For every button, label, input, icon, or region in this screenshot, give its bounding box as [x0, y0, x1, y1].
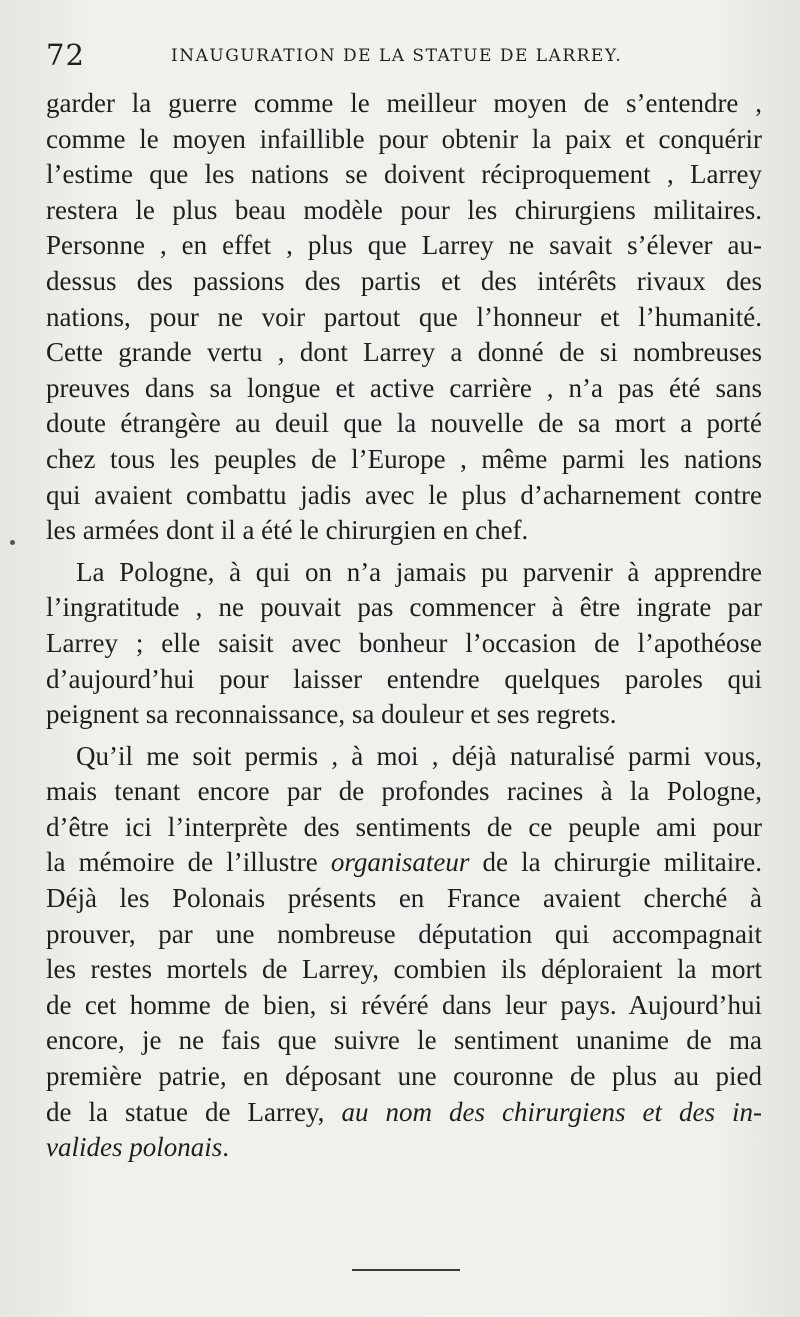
text-line: restera le plus beau modèle pour les chirurgiens militaires. — [46, 194, 762, 225]
text-line: l’estime que les nations se doivent réciproquement , Larrey — [46, 159, 762, 190]
text-line: prouver, par une nombreuse députation qui accompagnait — [46, 918, 762, 949]
text-line: les restes mortels de Larrey, combien ils déploraient la mort — [46, 954, 762, 985]
text-run: la mémoire de l’illustre — [46, 847, 331, 878]
body-text — [46, 86, 762, 1166]
text-line: Qu’il me soit permis , à moi , déjà naturalisé parmi vous, — [76, 740, 762, 771]
text-line: première patrie, en déposant une couronne de plus au pied — [46, 1061, 762, 1092]
section-rule — [352, 1269, 460, 1271]
text-line: Déjà les Polonais présents en France avaient cherché à — [46, 883, 762, 914]
text-line: nations, pour ne voir partout que l’honneur et l’humanité. — [46, 301, 762, 332]
paragraph-2 — [46, 555, 762, 733]
paragraph-1 — [46, 86, 762, 549]
italic-term: organisateur — [330, 847, 470, 878]
text-run: . — [222, 1132, 229, 1163]
text-line: mais tenant encore par de profondes racines à la Pologne, — [46, 776, 762, 807]
text-line: comme le moyen infaillible pour obtenir la paix et conquérir — [46, 123, 762, 154]
text-line: garder la guerre comme le meilleur moyen de s’entendre , — [46, 88, 762, 118]
text-line — [46, 1095, 762, 1131]
text-line — [46, 845, 762, 881]
text-run: de la chirurgie militaire. — [469, 847, 762, 878]
text-line: les armées dont il a été le chirurgien en chef. — [46, 515, 529, 546]
text-line: peignent sa reconnaissance, sa douleur et ses regrets. — [46, 699, 617, 730]
text-line: encore, je ne fais que suivre le sentiment unanime de ma — [46, 1025, 762, 1056]
text-line: dessus des passions des partis et des intérêts rivaux des — [46, 265, 762, 296]
paper-speck — [10, 540, 15, 545]
text-line — [46, 1130, 762, 1166]
text-line: chez tous les peuples de l’Europe , même parmi les nations — [46, 443, 762, 474]
text-line: qui avaient combattu jadis avec le plus d’acharnement contre — [46, 479, 762, 510]
paragraph-3 — [46, 739, 762, 1166]
running-title: INAUGURATION DE LA STATUE DE LARREY. — [171, 46, 623, 66]
text-line: d’aujourd’hui pour laisser entendre quelques paroles qui — [46, 663, 762, 694]
page-header — [46, 38, 766, 78]
page-number: 72 — [46, 38, 85, 72]
text-line: Personne , en effet , plus que Larrey ne savait s’élever au- — [46, 230, 762, 261]
text-line: doute étrangère au deuil que la nouvelle de sa mort a porté — [46, 408, 762, 439]
text-line: d’être ici l’interprète des sentiments de ce peuple ami pour — [46, 811, 762, 842]
italic-phrase: au nom des chirurgiens et des in- — [341, 1096, 762, 1127]
text-line: La Pologne, à qui on n’a jamais pu parvenir à apprendre — [76, 556, 762, 587]
text-line: preuves dans sa longue et active carrière , n’a pas été sans — [46, 372, 762, 403]
text-line: Larrey ; elle saisit avec bonheur l’occasion de l’apothéose — [46, 627, 762, 658]
text-line: de cet homme de bien, si révéré dans leur pays. Aujourd’hui — [46, 989, 762, 1020]
text-line: l’ingratitude , ne pouvait pas commencer à être ingrate par — [46, 592, 762, 623]
text-line: Cette grande vertu , dont Larrey a donné de si nombreuses — [46, 337, 762, 368]
italic-phrase: valides polonais — [46, 1132, 223, 1163]
text-run: de la statue de Larrey, — [46, 1096, 342, 1127]
